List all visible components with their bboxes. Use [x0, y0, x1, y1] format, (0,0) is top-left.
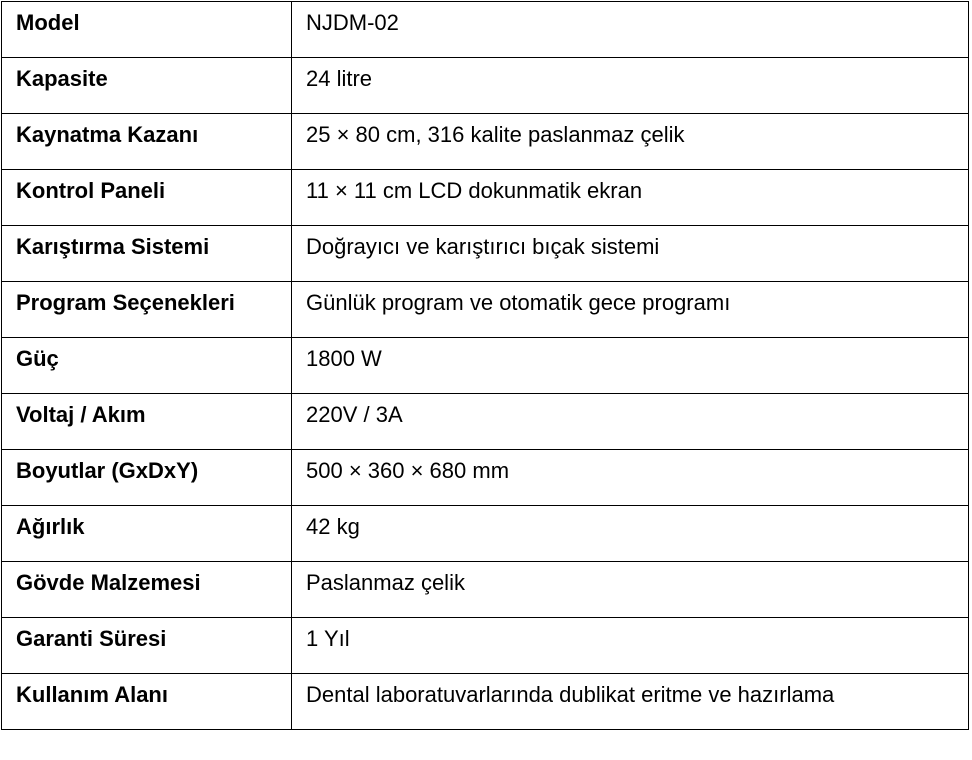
spec-value: 1800 W — [292, 338, 969, 394]
table-row — [2, 394, 969, 450]
table-row — [2, 58, 969, 114]
spec-label: Karıştırma Sistemi — [2, 226, 292, 282]
table-row — [2, 170, 969, 226]
spec-label: Kapasite — [2, 58, 292, 114]
spec-label: Kontrol Paneli — [2, 170, 292, 226]
table-row — [2, 338, 969, 394]
table-row — [2, 2, 969, 58]
table-row — [2, 114, 969, 170]
spec-label: Program Seçenekleri — [2, 282, 292, 338]
spec-label: Kaynatma Kazanı — [2, 114, 292, 170]
spec-label: Boyutlar (GxDxY) — [2, 450, 292, 506]
spec-label: Güç — [2, 338, 292, 394]
spec-value: NJDM-02 — [292, 2, 969, 58]
spec-label: Ağırlık — [2, 506, 292, 562]
table-row — [2, 450, 969, 506]
spec-value: 24 litre — [292, 58, 969, 114]
table-row — [2, 618, 969, 674]
spec-label: Voltaj / Akım — [2, 394, 292, 450]
spec-value: 220V / 3A — [292, 394, 969, 450]
spec-value: Dental laboratuvarlarında dublikat eritme ve hazırlama — [292, 674, 969, 730]
spec-label: Model — [2, 2, 292, 58]
spec-label: Garanti Süresi — [2, 618, 292, 674]
spec-value: 500 × 360 × 680 mm — [292, 450, 969, 506]
spec-table — [1, 1, 969, 730]
spec-value: 1 Yıl — [292, 618, 969, 674]
spec-value: Paslanmaz çelik — [292, 562, 969, 618]
spec-value: 42 kg — [292, 506, 969, 562]
table-row — [2, 506, 969, 562]
spec-value: 25 × 80 cm, 316 kalite paslanmaz çelik — [292, 114, 969, 170]
spec-label: Kullanım Alanı — [2, 674, 292, 730]
table-row — [2, 674, 969, 730]
spec-label: Gövde Malzemesi — [2, 562, 292, 618]
spec-value: Günlük program ve otomatik gece programı — [292, 282, 969, 338]
table-row — [2, 562, 969, 618]
table-row — [2, 282, 969, 338]
spec-value: Doğrayıcı ve karıştırıcı bıçak sistemi — [292, 226, 969, 282]
spec-value: 11 × 11 cm LCD dokunmatik ekran — [292, 170, 969, 226]
table-row — [2, 226, 969, 282]
